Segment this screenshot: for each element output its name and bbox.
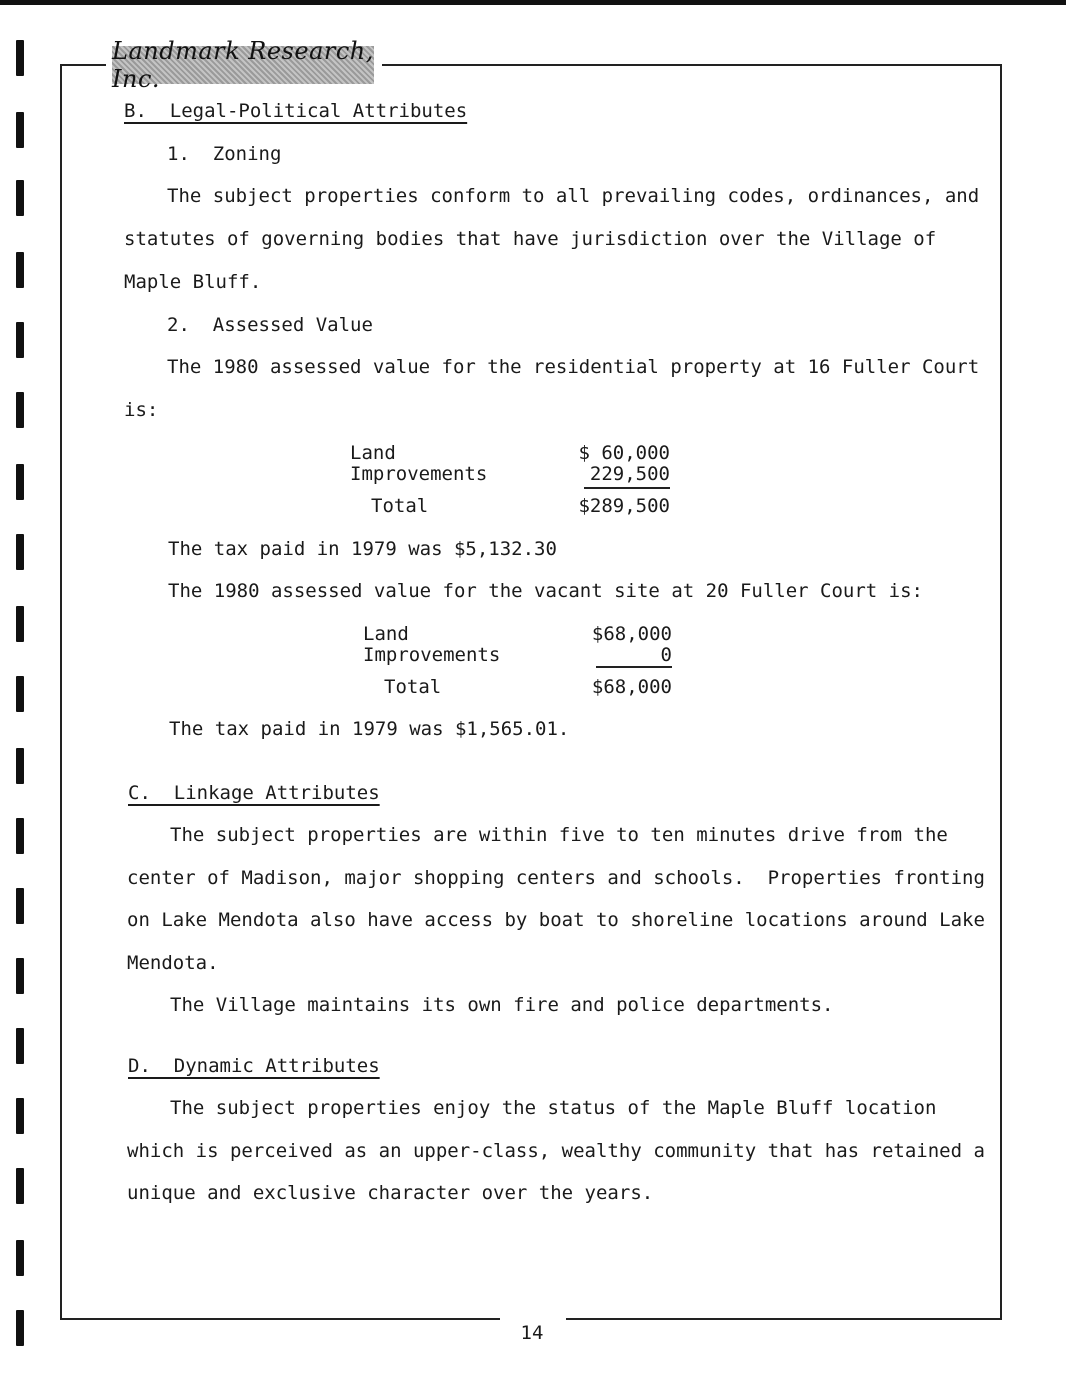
table2-improvements-label: Improvements [363,644,501,666]
binder-mark [16,1240,24,1276]
paragraph-line: on Lake Mendota also have access by boat to shoreline locations around Lake [127,909,985,931]
binder-mark [16,112,24,148]
paragraph-line: The subject properties enjoy the status of the Maple Bluff location [170,1097,937,1119]
binder-mark [16,534,24,570]
paragraph-line: The subject properties are within five to ten minutes drive from the [170,824,948,846]
tax-paid-line: The tax paid in 1979 was $5,132.30 [168,538,557,560]
table2-total-label: Total [384,676,442,698]
binder-mark [16,748,24,784]
company-logo [112,37,374,93]
tax-paid-line: The tax paid in 1979 was $1,565.01. [169,718,570,740]
binder-mark [16,1310,24,1346]
section-d-heading: D. Dynamic Attributes [128,1055,380,1077]
frame-right [1000,64,1002,1320]
table1-total-label: Total [371,495,429,517]
table2-total-value: $68,000 [591,676,672,698]
paragraph-line: statutes of governing bodies that have jurisdiction over the Village of [124,228,937,250]
table2-land-value: $68,000 [591,623,672,645]
paragraph-line: unique and exclusive character over the years. [127,1182,654,1204]
table1-total-value: $289,500 [578,495,670,517]
frame-bottom-right [566,1318,1002,1320]
binder-mark [16,606,24,642]
binder-mark [16,676,24,712]
binder-mark [16,40,24,76]
table2-sum-rule [596,666,672,668]
binder-mark [16,464,24,500]
assessed-value-subheading: 2. Assessed Value [167,314,373,336]
section-c-heading: C. Linkage Attributes [128,782,380,804]
table1-land-label: Land [350,442,396,464]
frame-top-right [382,64,1002,66]
binder-mark [16,180,24,216]
binder-mark [16,1098,24,1134]
binder-mark [16,888,24,924]
table1-land-value: $ 60,000 [578,442,670,464]
paragraph-line: Mendota. [127,952,219,974]
paragraph-line: The 1980 assessed value for the residential property at 16 Fuller Court [167,356,980,378]
paragraph-line: Maple Bluff. [124,271,262,293]
paragraph-line: The 1980 assessed value for the vacant site at 20 Fuller Court is: [168,580,923,602]
paragraph-line: The Village maintains its own fire and police departments. [170,994,834,1016]
binder-mark [16,958,24,994]
binder-mark [16,322,24,358]
table1-improvements-value: 229,500 [589,463,670,485]
frame-left [60,64,62,1320]
binder-mark [16,252,24,288]
frame-bottom-left [60,1318,500,1320]
table1-improvements-label: Improvements [350,463,488,485]
table2-improvements-value: 0 [660,644,672,666]
table2-land-label: Land [363,623,409,645]
binder-mark [16,1168,24,1204]
paragraph-line: center of Madison, major shopping centers and schools. Properties fronting [127,867,985,889]
paragraph-line: The subject properties conform to all prevailing codes, ordinances, and [167,185,980,207]
paragraph-line: which is perceived as an upper-class, wealthy community that has retained a [127,1140,985,1162]
page-number: 14 [520,1322,544,1344]
paragraph-line: is: [124,399,159,421]
binder-mark [16,818,24,854]
scan-top-edge [0,0,1066,5]
binder-mark [16,1028,24,1064]
section-b-heading: B. Legal-Political Attributes [124,100,468,122]
frame-top-left [60,64,106,66]
logo-text: Landmark Research, Inc. [112,37,374,93]
table1-sum-rule [584,487,670,489]
zoning-subheading: 1. Zoning [167,143,282,165]
binder-mark [16,392,24,428]
